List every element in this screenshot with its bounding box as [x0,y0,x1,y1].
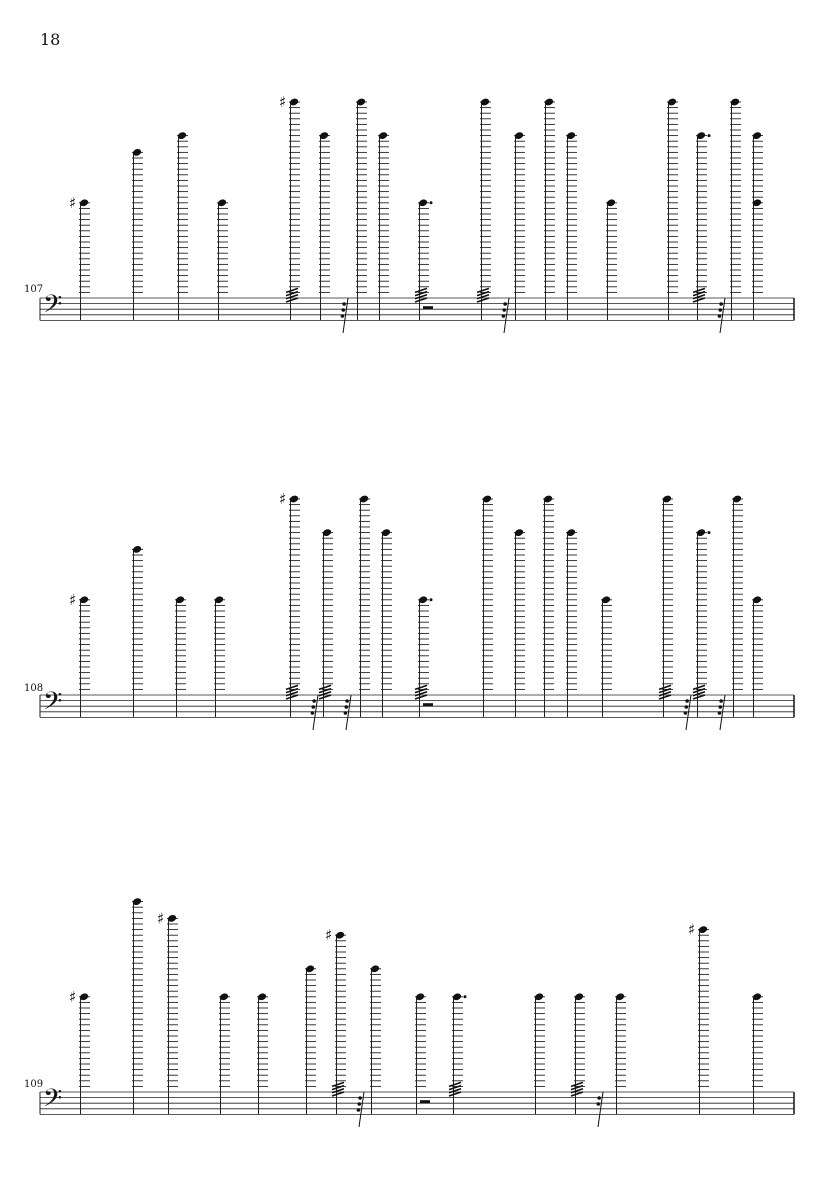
note [566,131,577,320]
note [667,97,678,320]
rest-flag [344,711,348,715]
half-rest-icon [423,703,433,706]
rest-flag [311,711,315,715]
augmentation-dot [430,598,433,601]
note [69,591,90,718]
note [693,131,725,333]
rest-flag [342,302,346,306]
note [381,528,392,717]
measure-number: 107 [24,284,44,295]
rest-flag [684,705,688,709]
rest-flag [312,699,316,703]
note [378,131,389,320]
measure-number: 108 [24,683,44,694]
note [132,897,143,1114]
note [219,992,230,1114]
rest-flag [341,308,345,312]
note [214,595,225,717]
half-rest-icon [423,306,433,309]
measure-number: 109 [24,1079,44,1090]
note [319,528,351,730]
rest-flag [718,705,722,709]
rest-flag [719,302,723,306]
note [606,198,617,320]
rest-flag [502,308,506,312]
staff-system [40,490,794,730]
note [359,494,370,717]
staff-system [40,93,794,333]
note [615,992,626,1114]
rest-flag [341,314,345,318]
note [177,131,188,320]
sharp-icon: ♯ [69,193,77,212]
rest-flag [357,1102,361,1106]
note [415,198,433,320]
note [279,490,318,730]
note [175,595,186,717]
rest-flag [719,699,723,703]
rest-flag [502,314,506,318]
rest-flag [596,1102,600,1106]
note [688,921,709,1115]
note [601,595,612,717]
half-rest-icon [420,1100,430,1103]
note [514,131,525,320]
rest-flag [357,1108,361,1112]
note [325,926,364,1127]
note [69,988,90,1115]
rest-flag [358,1096,362,1100]
rest-flag [718,308,722,312]
sharp-icon: ♯ [69,987,77,1006]
augmentation-dot [708,531,711,534]
rest-flag [344,705,348,709]
note [534,992,545,1114]
sharp-icon: ♯ [157,909,165,928]
augmentation-dot [430,201,433,204]
note [571,992,603,1127]
note [356,97,367,320]
rest-flag [718,314,722,318]
page-number: 18 [40,30,61,49]
note [217,198,228,320]
note [319,131,348,333]
augmentation-dot [464,995,467,998]
note [732,494,743,717]
sharp-icon: ♯ [325,926,333,945]
note [514,528,525,717]
note [257,992,268,1114]
note [752,595,763,717]
note [69,194,90,321]
note [449,992,467,1114]
rest-flag [503,302,507,306]
sharp-icon: ♯ [279,490,287,508]
note [482,494,493,717]
rest-flag [718,711,722,715]
note [566,528,577,717]
note [157,909,178,1114]
note [279,93,300,320]
rest-flag [345,699,349,703]
note [544,97,555,320]
sharp-icon: ♯ [69,590,77,609]
note [693,528,725,730]
note [132,545,143,718]
bass-clef-icon: 𝄢 [43,687,63,722]
note [543,494,554,717]
note [752,992,763,1114]
augmentation-dot [708,134,711,137]
sharp-icon: ♯ [279,93,287,111]
rest-flag [597,1096,601,1100]
note [415,595,433,717]
staff-system [40,897,794,1127]
rest-flag [311,705,315,709]
rest-flag [684,711,688,715]
note [132,148,143,321]
note [730,97,741,320]
note [752,131,763,320]
bass-clef-icon: 𝄢 [43,290,63,325]
rest-flag [685,699,689,703]
bass-clef-icon: 𝄢 [43,1084,63,1119]
note [415,992,430,1114]
sharp-icon: ♯ [688,920,696,939]
